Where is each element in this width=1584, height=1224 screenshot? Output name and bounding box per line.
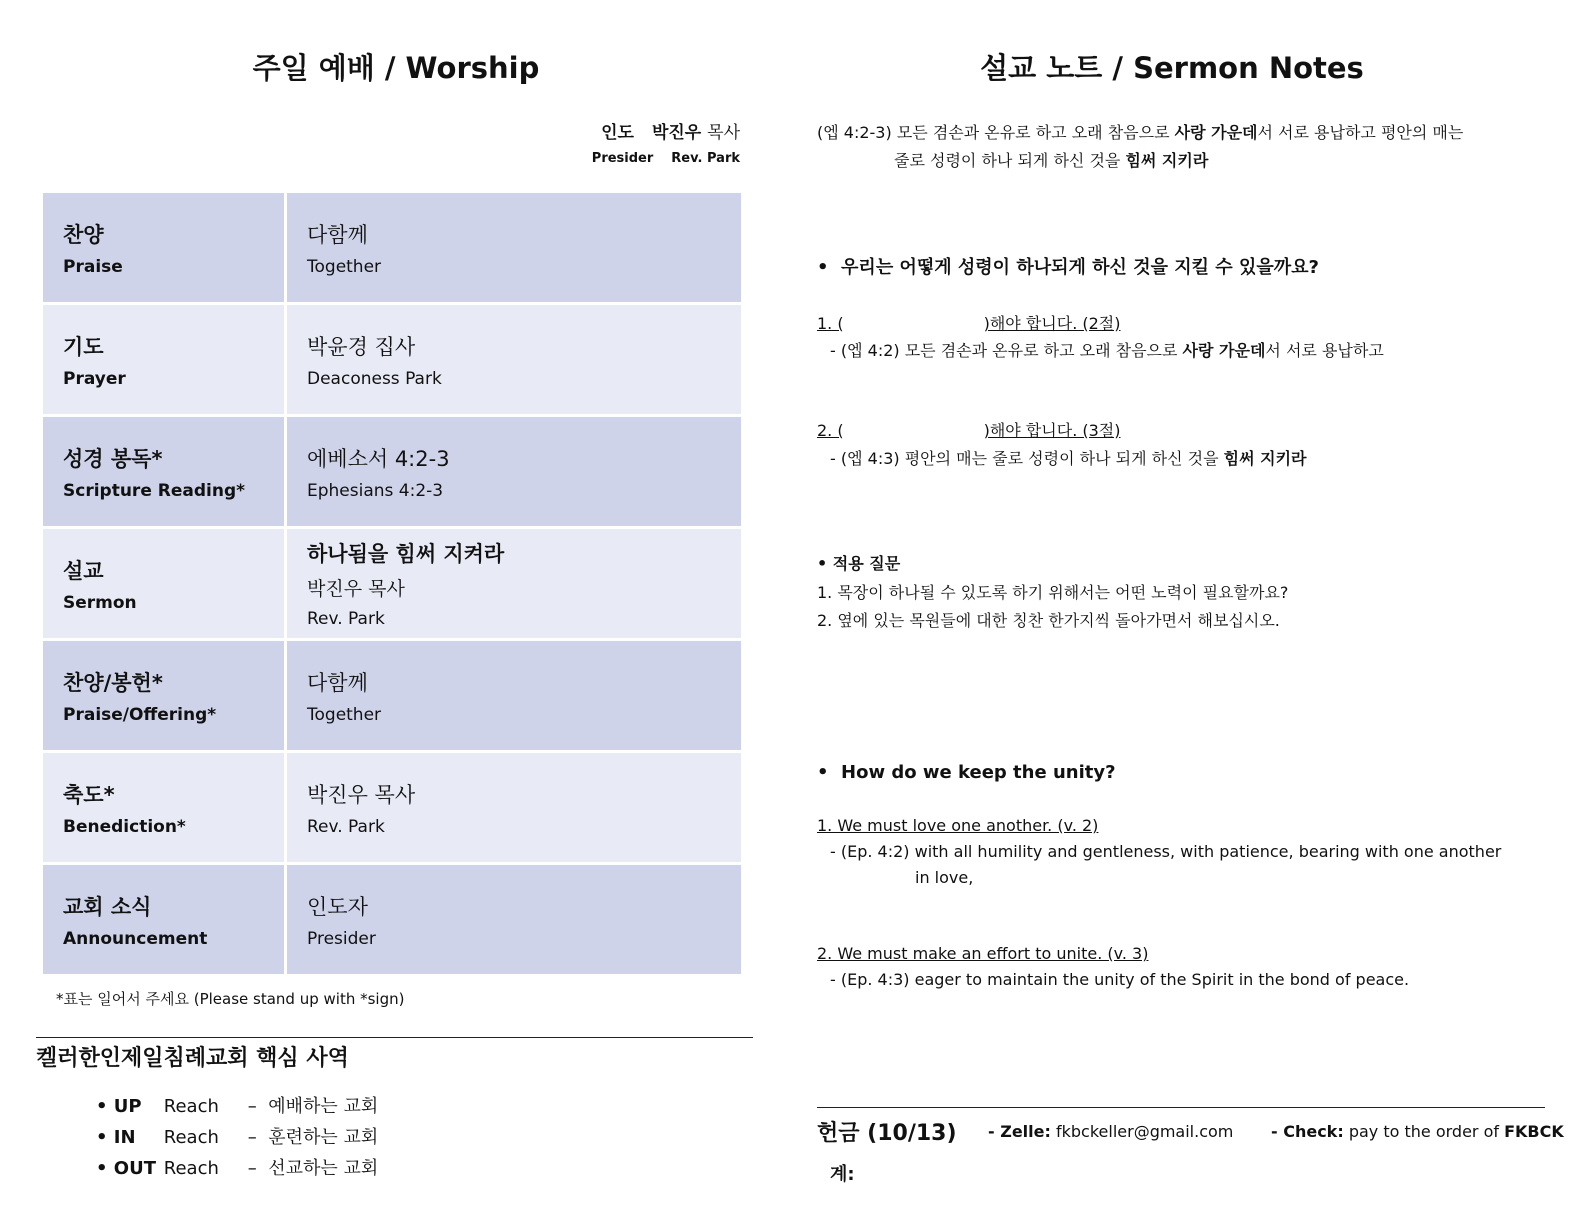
bullet: • [96, 1096, 114, 1117]
order-leader-en: Together [307, 704, 382, 725]
offering-total-label: 계: [830, 1164, 855, 1185]
verse-line-2 [894, 148, 1208, 171]
detail-text: 서 서로 용납하고 [1265, 341, 1384, 360]
worship-title: 주일 예배 / Worship [252, 51, 540, 85]
application-q1: 1. 목장이 하나될 수 있도록 하기 위해서는 어떤 노력이 필요할까요? [817, 583, 1289, 602]
order-item-ko: 교회 소식 [63, 894, 152, 919]
zelle-email: fkbckeller@gmail.com [1055, 1122, 1234, 1141]
stand-footnote: *표는 일어서 주세요 (Please stand up with *sign) [56, 990, 405, 1008]
application-q2: 2. 옆에 있는 목원들에 대한 칭찬 한가지씩 돌아가면서 해보십시오. [817, 611, 1280, 630]
ko-point-2-detail [830, 446, 1306, 469]
list-item [96, 1154, 378, 1180]
order-item-ko: 찬양 [63, 222, 104, 247]
check-label: - Check: [1271, 1122, 1344, 1141]
order-leader-ko: 에베소서 4:2-3 [307, 446, 450, 471]
order-item [43, 193, 286, 304]
order-leader-ko: 인도자 [307, 894, 368, 919]
en-point-2: 2. We must make an effort to unite. (v. 3) [817, 944, 1149, 963]
order-leader-ko: 다함께 [307, 670, 368, 695]
point-lead: 1. ( [817, 314, 844, 333]
bullet: • [817, 762, 842, 783]
list-item [96, 1092, 378, 1118]
table-row [43, 528, 741, 640]
order-item [43, 864, 286, 976]
en-point-1-detail: - (Ep. 4:2) with all humility and gentleness, with patience, bearing with one another [830, 842, 1502, 861]
verse-ref: (엡 4:2-3) 모든 겸손과 온유로 하고 오래 참음으로 [817, 123, 1175, 142]
order-item-en: Prayer [63, 368, 126, 389]
ko-point-1-detail [830, 338, 1384, 361]
order-leader [286, 304, 742, 416]
order-leader-en: Rev. Park [307, 609, 385, 629]
presider-ko [601, 118, 740, 143]
order-item-en: Sermon [63, 592, 137, 613]
presider-ko-label: 인도 [601, 123, 634, 143]
order-leader-ko: 박진우 목사 [307, 782, 416, 807]
presider-ko-name: 박진우 [651, 123, 702, 143]
verse-bold: 힘써 지키라 [1125, 151, 1209, 170]
verse-text: 줄로 성령이 하나 되게 하신 것을 [894, 151, 1126, 170]
order-item [43, 416, 286, 528]
order-leader-ko: 박진우 목사 [307, 578, 405, 600]
application-heading [817, 551, 900, 574]
point-tail: )해야 합니다. (2절) [983, 314, 1121, 333]
ko-point-2 [817, 418, 1121, 441]
table-row [43, 752, 741, 864]
order-leader-en: Rev. Park [307, 816, 385, 837]
table-row [43, 193, 741, 304]
verse-text: 서 서로 용납하고 평안의 매는 [1257, 123, 1464, 142]
bullet: • [96, 1158, 114, 1179]
ministry-reach: Reach [163, 1127, 219, 1148]
detail-text: - (엡 4:3) 평안의 매는 줄로 성령이 하나 되게 하신 것을 [830, 449, 1224, 468]
ministry-reach: Reach [163, 1096, 219, 1117]
ministry-key: UP [113, 1096, 142, 1117]
order-leader-en: Together [307, 256, 382, 277]
presider-en [592, 147, 740, 166]
bullet: • [817, 257, 842, 278]
list-item [96, 1123, 378, 1149]
verse-line-1 [817, 120, 1463, 143]
order-item [43, 528, 286, 640]
detail-text: - (엡 4:2) 모든 겸손과 온유로 하고 오래 참음으로 [830, 341, 1183, 360]
sermon-notes-title: 설교 노트 / Sermon Notes [980, 51, 1364, 85]
sermon-title: 하나됨을 힘써 지켜라 [307, 542, 505, 566]
detail-bold: 사랑 가운데 [1182, 341, 1266, 360]
order-leader-en: Deaconess Park [307, 368, 442, 389]
ministry-key: IN [113, 1127, 136, 1148]
application-heading-text: 적용 질문 [832, 554, 901, 573]
check-text: pay to the order of [1348, 1122, 1499, 1141]
order-item-ko: 찬양/봉헌* [63, 670, 163, 695]
order-leader [286, 864, 742, 976]
order-leader-en: Ephesians 4:2-3 [307, 480, 444, 501]
order-leader [286, 193, 742, 304]
check-info [1271, 1122, 1564, 1141]
ministry-dash: – [247, 1127, 257, 1148]
point-tail: )해야 합니다. (3절) [983, 421, 1121, 440]
verse-bold: 사랑 가운데 [1174, 123, 1258, 142]
en-question-text: How do we keep the unity? [841, 762, 1116, 783]
order-item-en: Scripture Reading* [63, 480, 246, 501]
zelle-info [988, 1122, 1233, 1141]
presider-en-label: Presider [591, 151, 654, 166]
presider-ko-role: 목사 [707, 123, 740, 143]
order-leader-en: Presider [307, 928, 376, 949]
order-item-en: Announcement [63, 928, 208, 949]
order-item-ko: 설교 [63, 558, 104, 583]
en-point-2-detail: - (Ep. 4:3) eager to maintain the unity of the Spirit in the bond of peace. [830, 970, 1410, 989]
ministry-dash: – [247, 1096, 257, 1117]
order-item [43, 304, 286, 416]
order-leader [286, 416, 742, 528]
table-row [43, 640, 741, 752]
ministry-reach: Reach [163, 1158, 219, 1179]
ko-question-text: 우리는 어떻게 성령이 하나되게 하신 것을 지킬 수 있을까요? [841, 257, 1319, 278]
table-row [43, 304, 741, 416]
divider [817, 1107, 1545, 1108]
en-point-1-detail-cont: in love, [915, 868, 974, 887]
bullet: • [817, 554, 833, 573]
table-row [43, 864, 741, 976]
order-item-ko: 기도 [63, 334, 104, 359]
en-point-1: 1. We must love one another. (v. 2) [817, 816, 1099, 835]
order-leader-ko: 다함께 [307, 222, 368, 247]
divider [36, 1037, 753, 1038]
zelle-label: - Zelle: [988, 1122, 1051, 1141]
order-item-en: Praise [63, 256, 123, 277]
order-item-en: Praise/Offering* [63, 704, 217, 725]
worship-order-table [43, 193, 741, 977]
en-question [817, 762, 1116, 783]
detail-bold: 힘써 지키라 [1223, 449, 1307, 468]
order-item-en: Benediction* [63, 816, 186, 837]
ministry-text: 예배하는 교회 [268, 1096, 379, 1117]
order-item [43, 640, 286, 752]
order-leader [286, 528, 742, 640]
ministry-key: OUT [113, 1158, 156, 1179]
presider-en-name: Rev. Park [671, 151, 740, 166]
ministry-text: 선교하는 교회 [268, 1158, 379, 1179]
table-row [43, 416, 741, 528]
order-leader [286, 640, 742, 752]
bullet: • [96, 1127, 114, 1148]
ko-question [817, 253, 1319, 279]
ministry-title: 켈러한인제일침례교회 핵심 사역 [36, 1046, 349, 1071]
order-item-ko: 축도* [63, 782, 115, 807]
point-lead: 2. ( [817, 421, 844, 440]
ko-point-1 [817, 311, 1121, 334]
check-payee: FKBCK [1504, 1122, 1564, 1141]
ministry-dash: – [247, 1158, 257, 1179]
order-item [43, 752, 286, 864]
offering-title: 헌금 (10/13) [817, 1121, 957, 1146]
ministry-text: 훈련하는 교회 [268, 1127, 379, 1148]
order-leader [286, 752, 742, 864]
order-leader-ko: 박윤경 집사 [307, 334, 416, 359]
order-item-ko: 성경 봉독* [63, 446, 163, 471]
